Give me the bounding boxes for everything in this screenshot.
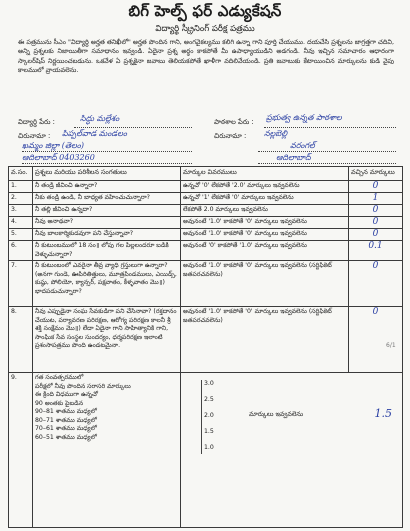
- school-address-line2[interactable]: వరంగల్: [290, 141, 315, 150]
- row-mark-cell[interactable]: [349, 229, 403, 241]
- row-mark-cell[interactable]: [349, 181, 403, 193]
- row-mark-value: 0.1: [368, 241, 383, 251]
- school-address-line-b: [258, 163, 396, 164]
- student-address-line1[interactable]: పిప్పల్‌వాడ మండలం: [62, 129, 127, 138]
- row9-question: [33, 373, 181, 528]
- row9-line: ఈ క్రింది విధముగా ఉన్నచో: [35, 391, 98, 398]
- table-row: [9, 181, 403, 193]
- row9-mark-value[interactable]: 1.5: [374, 407, 392, 420]
- table-row: [9, 241, 403, 261]
- student-address-label: చిరునామా :: [18, 132, 51, 140]
- row-marks-rule: లేకపోతే 2.0 మార్కులు ఇవ్వవలెను: [181, 205, 349, 217]
- address-line-a: [22, 151, 192, 152]
- row-mark-value: 0: [372, 181, 379, 191]
- row-question: నీవు బాలకార్మికుడవుగా పని చేస్తున్నావా?: [33, 229, 181, 241]
- row-marks-rule: అవునంటే '0' కాకపోతే '1.0' మార్కులు ఇవ్వవలెను: [181, 241, 349, 261]
- row-mark-cell[interactable]: [349, 307, 403, 373]
- student-address-line3[interactable]: ఆదిలాబాద్ 0403260: [22, 153, 95, 162]
- row-question: నీ తండ్రి జీవించి ఉన్నారా?: [33, 181, 181, 193]
- row-question: నీకు తండ్రి ఉండి, నీ బాధ్యత వహించుచున్నారా?: [33, 193, 181, 205]
- header-serial: వ.సం.: [9, 167, 33, 181]
- row9-line: 90 అంతకు పైబడిన: [35, 399, 84, 407]
- row9-line: 80–71 శాతము మధ్యలో: [35, 416, 97, 424]
- student-name-label: విద్యార్థి పేరు :: [18, 118, 55, 126]
- scale-tick: 2.5: [204, 396, 214, 403]
- school-name-line: [264, 127, 396, 128]
- row-question: నీవు ఎప్పుడైనా సంఘ సేవకుడిగా పని చేసినావా? (రక్తదానం చేయుట, పర్యావరణ పరిరక్షణ, ఆరోగ్య పరిరక్షణ కాలనీ శ్రీ శక్తి సంక్షేమం మొ॥) లేదా ఏదైనా గాని సాహిత్యానికి గాని, సాంఘిక సేవ సంస్థల సుందర్యం, ధర్మపరిరక్షణ ఇలాంటి ప్రశంసాపత్రము పొంది ఉండటమైనా.: [33, 307, 181, 373]
- row-marks-rule: ఉన్నచో '0' లేకపోతే '2.0' మార్కులు ఇవ్వవలెను: [181, 181, 349, 193]
- row-marks-rule: అవునంటే '1.0' కాకపోతే '0' మార్కులు ఇవ్వవలెను (సర్టిఫికెట్ జతపరచవలెను): [181, 261, 349, 307]
- student-name-value[interactable]: సిద్ధు మల్లేశం: [80, 114, 120, 123]
- header-question: ప్రశ్నలు మరియు పరిశీలన సంగతులు: [33, 167, 181, 181]
- page-margin-note: 6/1: [386, 342, 396, 349]
- row-question: నీ తల్లి జీవించి ఉన్నదా?: [33, 205, 181, 217]
- marks-scale: [183, 374, 400, 464]
- row-marks-rule: అవునంటే '1.0' కాకపోతే '0' మార్కులు ఇవ్వవలెను (సర్టిఫికెట్ జతపరచవలెను): [181, 307, 349, 373]
- row-mark-cell[interactable]: [349, 241, 403, 261]
- row-number: 1.: [9, 181, 33, 193]
- row-question: నీ కుటుంబములో 18 సం॥ లోపు గల పిల్లలందరూ బడికి వెళ్ళుచున్నారా?: [33, 241, 181, 261]
- row-mark-value: 0: [372, 217, 379, 227]
- scale-note: మార్కులు ఇవ్వవలెను: [249, 410, 304, 418]
- table-row: [9, 205, 403, 217]
- row-number: 6.: [9, 241, 33, 261]
- row-mark-value: 1: [372, 193, 379, 203]
- row-number: 4.: [9, 217, 33, 229]
- row9-line: పరీక్షలో నీవు పొందిన సరాసరి మార్కులు: [35, 382, 131, 390]
- header-marks-details: మార్కుల వివరములు: [181, 167, 349, 181]
- row-mark-value: 0: [372, 205, 379, 215]
- row9-marks-scale-cell: [181, 373, 403, 528]
- school-address-line1[interactable]: నల్లబెల్లి: [264, 129, 288, 138]
- row9-line: 90–81 శాతము మధ్యలో: [35, 408, 97, 415]
- table-row-9: [9, 373, 403, 528]
- scale-tick: 3.0: [204, 380, 214, 387]
- row-number: 3.: [9, 205, 33, 217]
- row9-line: 60–51 శాతము మధ్యలో: [35, 433, 97, 441]
- form-title: బిగ్ హెల్ప్ ఫర్ ఎడ్యుకేషన్: [128, 2, 282, 20]
- student-address-line2[interactable]: ఖమ్మం జిల్లా (తెలం): [22, 141, 84, 150]
- table-row: [9, 307, 403, 373]
- marks-scale-bracket: [201, 380, 244, 454]
- table-row: [9, 261, 403, 307]
- screening-table: [8, 166, 403, 528]
- table-row: [9, 229, 403, 241]
- form-subtitle: విద్యార్థి స్క్రీనింగ్ పరీక్ష పత్రము: [155, 24, 255, 34]
- scale-tick: 1.0: [204, 444, 214, 451]
- school-name-label: పాఠశాల పేరు :: [214, 118, 254, 126]
- table-row: [9, 217, 403, 229]
- student-name-line: [74, 127, 192, 128]
- header-marks-obtained: వచ్చిన మార్కులు: [349, 167, 403, 181]
- table-header-row: [9, 167, 403, 181]
- row-mark-value: 0: [372, 229, 379, 239]
- row9-line: గత సంవత్సరములో: [35, 374, 84, 381]
- scale-tick: 2.0: [204, 412, 214, 419]
- scale-tick: 1.5: [204, 428, 214, 435]
- table-row: [9, 193, 403, 205]
- row-mark-cell[interactable]: [349, 193, 403, 205]
- row-marks-rule: అవునంటే '1.0' కాకపోతే '0' మార్కులు ఇవ్వవలెను: [181, 229, 349, 241]
- address-line-b: [22, 163, 192, 164]
- row-question: నీవు అనాథవా?: [33, 217, 181, 229]
- school-address-label: చిరునామా :: [214, 132, 247, 140]
- school-address-line-a: [258, 151, 396, 152]
- row-number: 9.: [9, 373, 33, 528]
- school-address-line3[interactable]: ఆదిలాబాద్: [276, 153, 311, 162]
- row9-line: 70–61 శాతము మధ్యలో: [35, 425, 97, 432]
- row-question: నీ కుటుంబంలో ఎవరైనా తీవ్ర వ్యాధి గ్రస్తులుగా ఉన్నారా? (అనగా గుండె, ఊపిరితిత్తులు, మూత్రపిండములు, ఎయిడ్స్, కుష్ఠు, పోలియో, క్యాన్సర్, పక్షవాతం, కీళ్ళవాతం మొ॥) భాదపడుచున్నారా?: [33, 261, 181, 307]
- row-marks-rule: ఉన్నచో '1' లేకపోతే '0' మార్కులు ఇవ్వవలెను: [181, 193, 349, 205]
- school-name-value[interactable]: ప్రభుత్వ ఉన్నత పాఠశాల: [266, 113, 342, 122]
- row-mark-cell[interactable]: [349, 217, 403, 229]
- row-mark-cell[interactable]: [349, 261, 403, 307]
- row-marks-rule: అవునంటే '1.0' కాకపోతే '0' మార్కులు ఇవ్వవలెను: [181, 217, 349, 229]
- row-mark-cell[interactable]: [349, 205, 403, 217]
- row-mark-value: 0: [372, 307, 379, 317]
- row-number: 7.: [9, 261, 33, 307]
- row-mark-value: 0: [372, 261, 379, 271]
- row-number: 5.: [9, 229, 33, 241]
- instructions-paragraph: ఈ పత్రమును సీఎం "విద్యార్థి అర్హత తనిఖీలో" అర్హత పొందిన గాని, అంగవైకల్యము కలిగి ఉన్నా గాని పూర్తి చేయుము. దయచేసి ప్రశ్నలను జాగ్రత్తగా చదివి, అన్ని ప్రశ్నలకు నిజాయితీగా సమాధానం ఇవ్వండి. ఏదైనా ప్రశ్న అర్థం కాకపోతే మీ ఉపాధ్యాయుడిని అడగండి. నీవు ఇచ్చిన సమాచారం ఆధారంగా స్కాలర్‌షిప్ నిర్ణయించబడును. ఒకవేళ ఏ ప్రశ్నకైనా జవాబు తెలియకపోతే ఖాళీగా వదిలివేయండి. ప్రతి జవాబుకు కేటాయించిన మార్కులను కుడి వైపు కాలములో వ్రాయవలెను.: [18, 38, 394, 75]
- row-number: 2.: [9, 193, 33, 205]
- row-number: 8.: [9, 307, 33, 373]
